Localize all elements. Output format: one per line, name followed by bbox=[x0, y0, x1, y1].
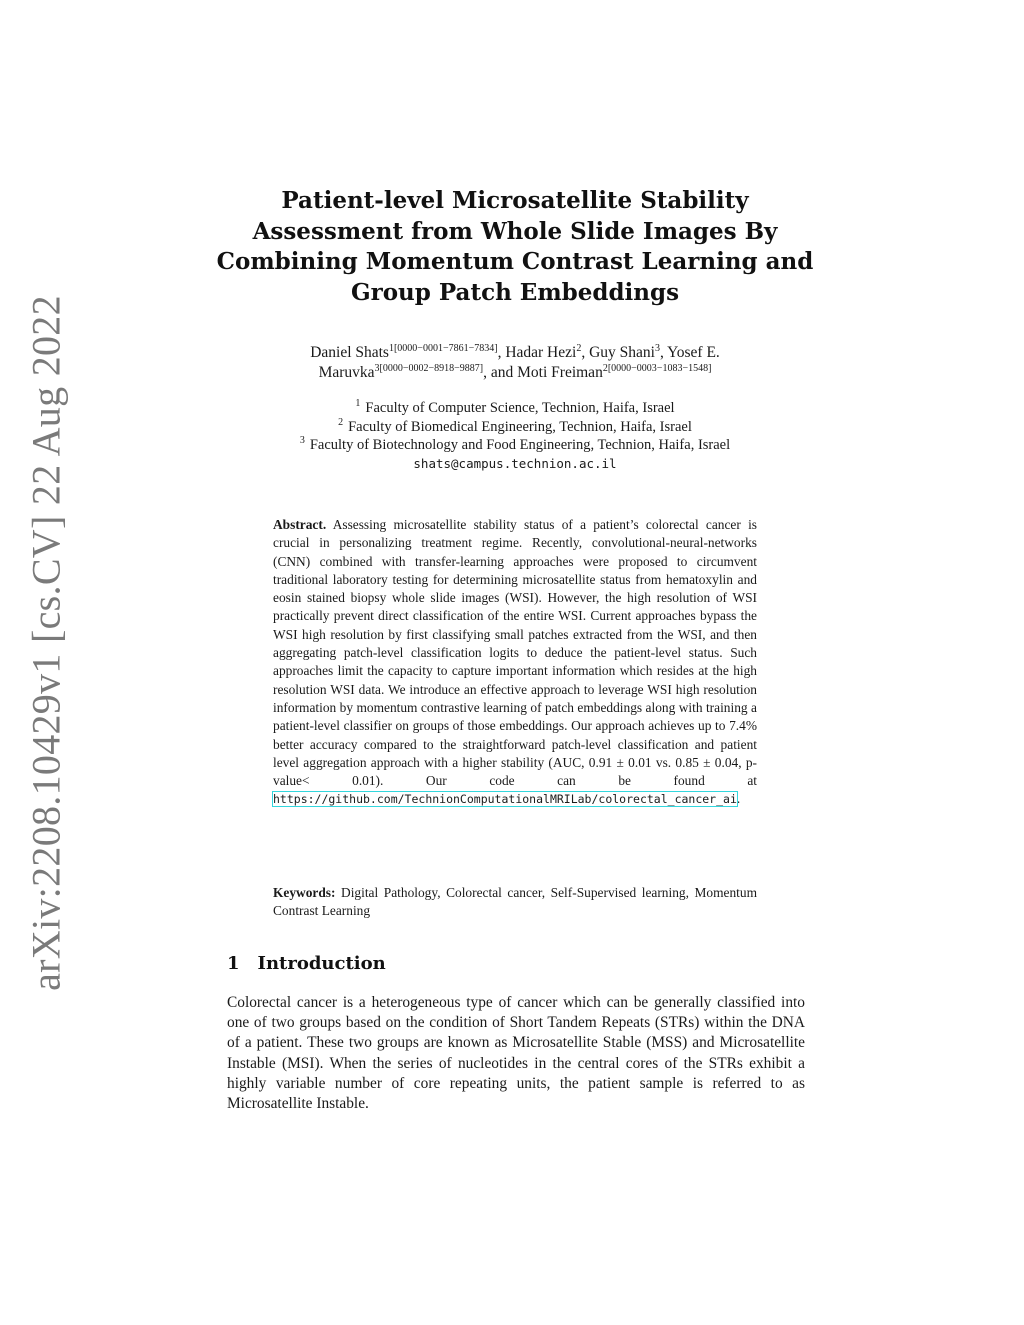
contact-email: shats@campus.technion.ac.il bbox=[413, 455, 617, 471]
abstract-end: . bbox=[736, 791, 741, 807]
author-separator: , bbox=[497, 344, 506, 361]
keywords-text: Digital Pathology, Colorectal cancer, Self-Supervised learning, Momentum Contrast Learning bbox=[273, 885, 757, 919]
affiliation-number: 3 bbox=[299, 435, 305, 447]
section-number: 1 bbox=[227, 953, 240, 974]
affiliation-line bbox=[225, 418, 805, 437]
affiliation-text: Faculty of Biomedical Engineering, Technion, Haifa, Israel bbox=[348, 418, 692, 435]
section-title: Introduction bbox=[257, 953, 386, 974]
affiliation-number: 2 bbox=[338, 416, 344, 428]
author-affiliation-mark: 3[0000−0002−8918−9887] bbox=[374, 362, 484, 374]
arxiv-identifier: arXiv:2208.10429v1 [cs.CV] 22 Aug 2022 bbox=[23, 295, 69, 991]
author-separator: , and bbox=[483, 364, 518, 381]
introduction-paragraph: Colorectal cancer is a heterogeneous type of cancer which can be generally classified into one of two groups based on the condition of Short Tandem Repeats (STRs) within the DNA of a patient. These two groups are known as Microsatellite Stable (MSS) and Microsatellite Instable (MSI). When the series of nucleotides in the central cores of the STRs exhibit a highly variable number of core repeating units, the patient sample is referred to as Microsatellite Instable. bbox=[227, 994, 805, 1113]
affiliation-number: 1 bbox=[355, 398, 361, 410]
author-name: Hadar Hezi bbox=[505, 344, 577, 361]
author-list bbox=[225, 343, 805, 383]
keywords bbox=[273, 884, 757, 921]
section-heading bbox=[227, 953, 386, 974]
author-name: Daniel Shats bbox=[310, 344, 389, 361]
author-name: Moti Freiman bbox=[517, 364, 603, 381]
abstract-label: Abstract. bbox=[273, 517, 327, 532]
author-affiliation-mark: 3 bbox=[654, 342, 660, 354]
author-affiliation-mark: 2[0000−0003−1083−1548] bbox=[602, 362, 712, 374]
abstract-text: Assessing microsatellite stability status of a patient’s colorectal cancer is crucial in personalizing treatment regime. Recently, convolutional-neural-networks (CNN) combined with transfer-learning approaches were proposed to circumvent traditional laboratory testing for determining microsatellite status from hematoxylin and eosin stained biopsy whole slide images (WSI). However, the high resolution of WSI practically prevent direct classification of the entire WSI. Current approaches bypass the WSI high resolution by first classifying small patches extracted from the WSI, and then aggregating patch-level classification logits to deduce the patient-level status. Such approaches limit the capacity to capture important information which resides at the high resolution WSI data. We introduce an effective approach to leverage WSI high resolution information by momentum contrastive learning of patch embeddings along with training a patient-level classifier on groups of those embeddings. Our approach achieves up to 7.4% better accuracy compared to the straightforward patch-level classification and patient level aggregation approach with a higher stability (AUC, 0.91 ± 0.01 vs. 0.85 ± 0.04, p-value< 0.01). Our code can be found at bbox=[273, 517, 757, 789]
author-name: Guy Shani bbox=[589, 344, 655, 361]
code-repository-link[interactable]: https://github.com/TechnionComputationalMRILab/colorectal_cancer_ai bbox=[273, 792, 737, 807]
abstract bbox=[273, 516, 757, 809]
affiliation-line bbox=[225, 399, 805, 418]
affiliation-text: Faculty of Computer Science, Technion, Haifa, Israel bbox=[365, 400, 675, 416]
author-affiliation-mark: 2 bbox=[576, 342, 582, 354]
author-separator: , bbox=[581, 344, 590, 361]
affiliation-line bbox=[225, 436, 805, 455]
affiliations bbox=[225, 399, 805, 473]
affiliation-text: Faculty of Biotechnology and Food Engineering, Technion, Haifa, Israel bbox=[309, 437, 731, 453]
keywords-label: Keywords: bbox=[273, 885, 336, 900]
author-affiliation-mark: 1[0000−0001−7861−7834] bbox=[388, 342, 498, 354]
author-separator: , bbox=[659, 344, 668, 361]
author-name: Yosef E. Maruvka bbox=[318, 344, 720, 381]
paper-title: Patient-level Microsatellite Stability Assessment from Whole Slide Images By Combining Momentum Contrast Learning and Group Patch Embeddings bbox=[216, 187, 814, 306]
